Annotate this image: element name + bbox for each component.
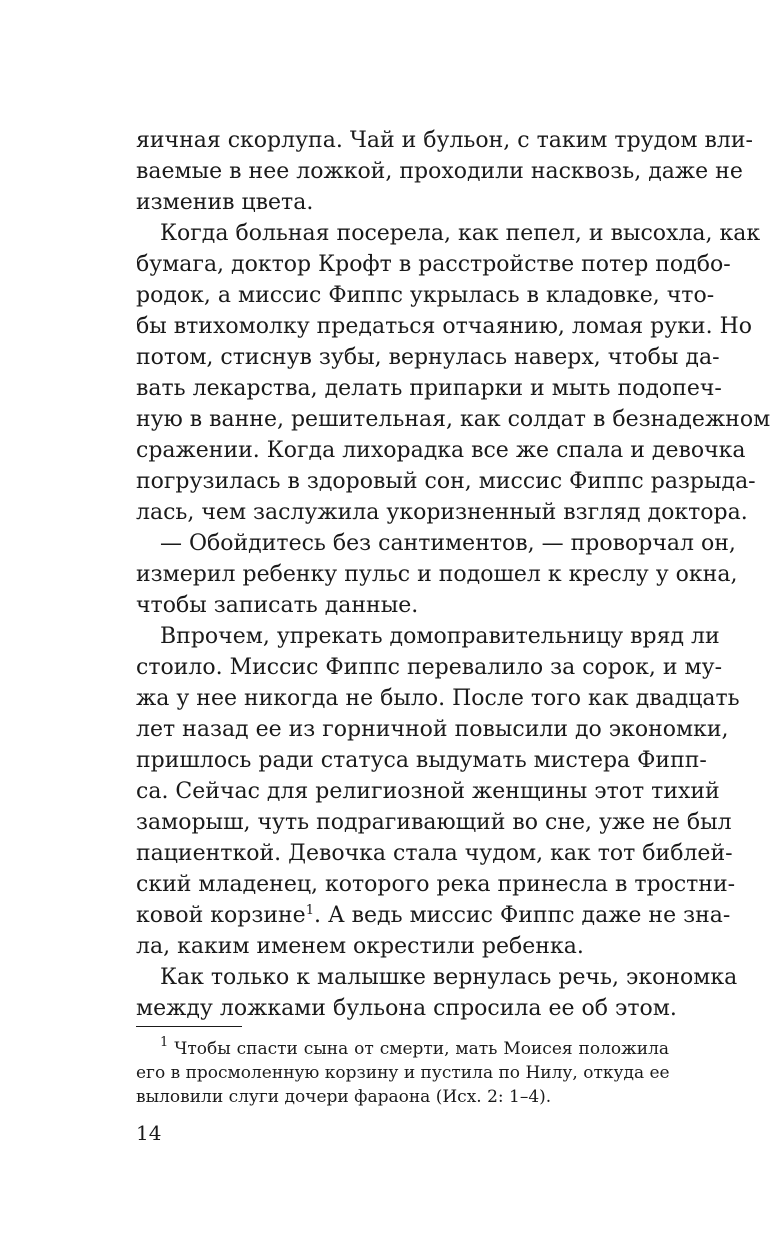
- body-line: ваемые в нее ложкой, проходили насквозь, даже не: [136, 159, 743, 184]
- body-line: вать лекарства, делать припарки и мыть подопеч-: [136, 376, 722, 401]
- body-line: ский младенец, которого река принесла в тростни-: [136, 872, 736, 897]
- body-line: жа у нее никогда не было. После того как двадцать: [136, 686, 740, 711]
- body-line: заморыш, чуть подрагивающий во сне, уже не был: [136, 810, 732, 835]
- body-line: лет назад ее из горничной повысили до экономки,: [136, 717, 729, 742]
- line-text-before-note: ковой корзине: [136, 903, 306, 928]
- footnote-first-line: [160, 1037, 669, 1061]
- body-line: между ложками бульона спросила ее об этом.: [136, 996, 677, 1021]
- paragraph-first-line: Когда больная посерела, как пепел, и высохла, как: [160, 221, 761, 246]
- page-number: 14: [136, 1121, 162, 1145]
- body-line: бы втихомолку предаться отчаянию, ломая руки. Но: [136, 314, 753, 339]
- body-line: сражении. Когда лихорадка все же спала и девочка: [136, 438, 746, 463]
- line-text-after-note: . А ведь миссис Фиппс даже не зна-: [314, 903, 731, 928]
- body-line: изменив цвета.: [136, 190, 314, 215]
- body-line: пришлось ради статуса выдумать мистера Фипп-: [136, 748, 707, 773]
- body-line: измерил ребенку пульс и подошел к креслу у окна,: [136, 562, 738, 587]
- footnote-separator: [136, 1026, 242, 1027]
- body-line: бумага, доктор Крофт в расстройстве потер подбо-: [136, 252, 731, 277]
- body-line: чтобы записать данные.: [136, 593, 419, 618]
- body-line: пациенткой. Девочка стала чудом, как тот библей-: [136, 841, 733, 866]
- body-line: яичная скорлупа. Чай и бульон, с таким трудом вли-: [136, 128, 753, 153]
- paragraph-first-line: Впрочем, упрекать домоправительницу вряд ли: [160, 624, 720, 649]
- body-line-with-footnote: [136, 901, 731, 931]
- body-line: родок, а миссис Фиппс укрылась в кладовке, что-: [136, 283, 715, 308]
- footnote-line: его в просмоленную корзину и пустила по Нилу, откуда ее: [136, 1063, 670, 1083]
- body-line: лась, чем заслужила укоризненный взгляд доктора.: [136, 500, 748, 525]
- body-line: погрузилась в здоровый сон, миссис Фиппс разрыда-: [136, 469, 756, 494]
- footnote-marker: 1: [160, 1035, 169, 1050]
- body-line: ную в ванне, решительная, как солдат в безнадежном: [136, 407, 770, 432]
- body-line: са. Сейчас для религиозной женщины этот тихий: [136, 779, 720, 804]
- body-line: ла, каким именем окрестили ребенка.: [136, 934, 584, 959]
- body-line: стоило. Миссис Фиппс перевалило за сорок, и му-: [136, 655, 723, 680]
- dialogue-line: — Обойдитесь без сантиментов, — проворчал он,: [160, 531, 736, 556]
- body-line: потом, стиснув зубы, вернулась наверх, чтобы да-: [136, 345, 720, 370]
- paragraph-first-line: Как только к малышке вернулась речь, экономка: [160, 965, 738, 990]
- footnote-text: Чтобы спасти сына от смерти, мать Моисея положила: [174, 1039, 670, 1059]
- footnote-line: выловили слуги дочери фараона (Исх. 2: 1–4).: [136, 1087, 552, 1107]
- footnote-reference: 1: [305, 903, 314, 918]
